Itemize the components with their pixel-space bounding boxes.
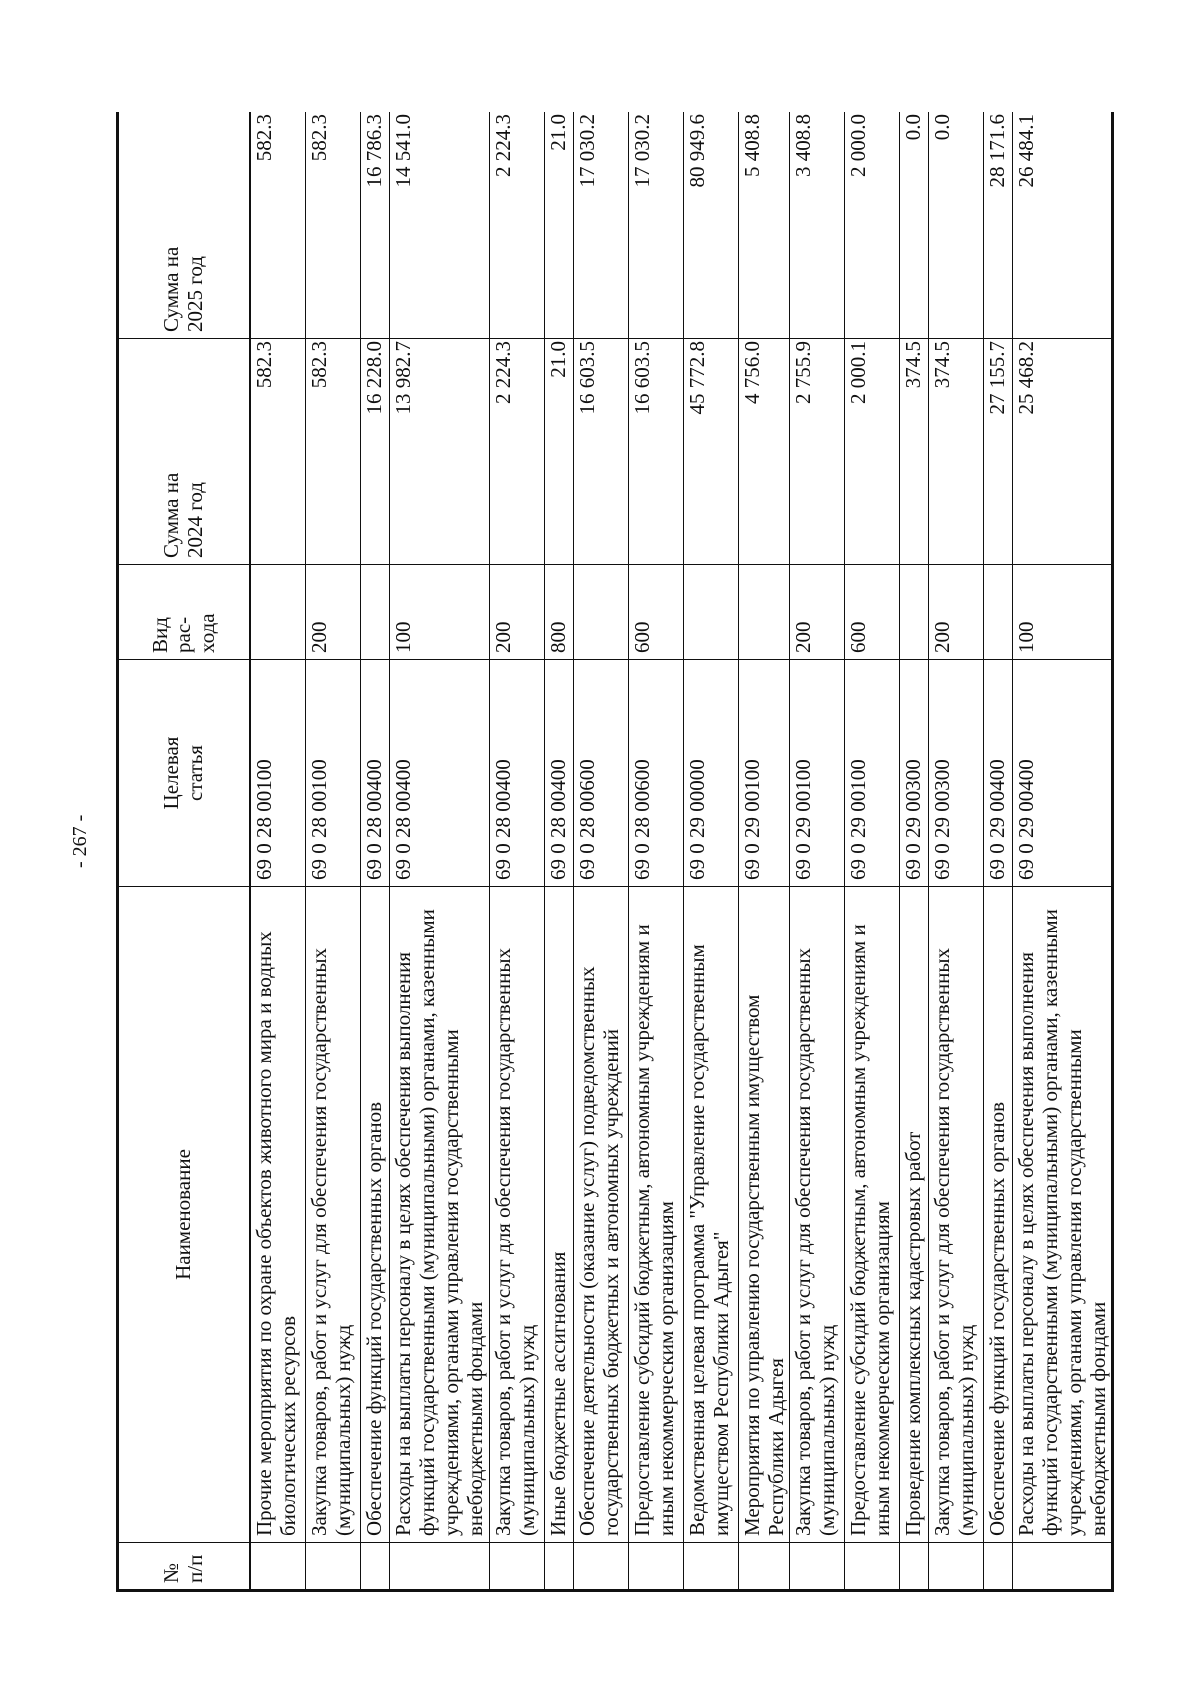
rotated-table-container: [116, 112, 1168, 1592]
row-type-cell: 200: [789, 565, 844, 660]
row-sum2024-cell: 582.3: [306, 339, 361, 565]
table-row: [928, 112, 983, 1591]
row-name-cell: Закупка товаров, работ и услуг для обеспечения государственных (муниципальных) нужд: [789, 887, 844, 1543]
table-row: [899, 112, 928, 1591]
row-sum2024-cell: 374.5: [899, 339, 928, 565]
row-num-cell: [983, 1543, 1012, 1591]
row-sum2025-cell: 14 541.0: [390, 112, 490, 339]
table-row: [361, 112, 390, 1591]
row-type-cell: [573, 565, 628, 660]
table-row: [573, 112, 628, 1591]
row-type-cell: [361, 565, 390, 660]
row-sum2024-cell: 2 755.9: [789, 339, 844, 565]
row-sum2024-cell: 374.5: [928, 339, 983, 565]
row-num-cell: [683, 1543, 738, 1591]
row-type-cell: [738, 565, 789, 660]
row-type-cell: [250, 565, 306, 660]
row-sum2024-cell: 25 468.2: [1012, 339, 1113, 565]
row-sum2025-cell: 17 030.2: [573, 112, 628, 339]
row-sum2024-cell: 45 772.8: [683, 339, 738, 565]
row-name-cell: Прочие мероприятия по охране объектов животного мира и водных биологических ресурсов: [250, 887, 306, 1543]
table-row: [306, 112, 361, 1591]
row-sum2025-cell: 0.0: [899, 112, 928, 339]
row-target-cell: 69 0 28 00100: [250, 660, 306, 887]
row-type-cell: 600: [844, 565, 899, 660]
row-target-cell: 69 0 29 00300: [899, 660, 928, 887]
row-name-cell: Расходы на выплаты персоналу в целях обеспечения выполнения функций государственными (муниципальными) органами, казенными учреждениями, органами управления государственными внебюджетными фондами: [1012, 887, 1113, 1543]
row-type-cell: 100: [390, 565, 490, 660]
header-name: Наименование: [118, 887, 251, 1543]
row-sum2025-cell: 80 949.6: [683, 112, 738, 339]
table-row: [683, 112, 738, 1591]
row-target-cell: 69 0 28 00600: [573, 660, 628, 887]
row-target-cell: 69 0 29 00100: [789, 660, 844, 887]
row-target-cell: 69 0 28 00400: [489, 660, 544, 887]
table-row: [390, 112, 490, 1591]
row-sum2025-cell: 17 030.2: [628, 112, 683, 339]
row-num-cell: [306, 1543, 361, 1591]
row-target-cell: 69 0 29 00400: [983, 660, 1012, 887]
row-sum2024-cell: 582.3: [250, 339, 306, 565]
row-type-cell: [683, 565, 738, 660]
row-num-cell: [361, 1543, 390, 1591]
row-sum2024-cell: 16 603.5: [573, 339, 628, 565]
row-target-cell: 69 0 28 00100: [306, 660, 361, 887]
page-content: [116, 112, 1168, 1592]
row-num-cell: [928, 1543, 983, 1591]
row-name-cell: Ведомственная целевая программа "Управление государственным имуществом Республики Адыгея": [683, 887, 738, 1543]
row-sum2024-cell: 2 000.1: [844, 339, 899, 565]
table-row: [789, 112, 844, 1591]
row-name-cell: Обеспечение деятельности (оказание услуг) подведомственных государственных бюджетных и автономных учреждений: [573, 887, 628, 1543]
row-type-cell: 800: [544, 565, 573, 660]
header-sum2024: Сумма на 2024 год: [118, 339, 251, 565]
row-name-cell: Закупка товаров, работ и услуг для обеспечения государственных (муниципальных) нужд: [306, 887, 361, 1543]
table-row: [1012, 112, 1113, 1591]
row-num-cell: [544, 1543, 573, 1591]
row-name-cell: Расходы на выплаты персоналу в целях обеспечения выполнения функций государственными (муниципальными) органами, казенными учреждениями, органами управления государственными внебюджетными фондами: [390, 887, 490, 1543]
row-type-cell: 600: [628, 565, 683, 660]
row-type-cell: 200: [489, 565, 544, 660]
table-row: [489, 112, 544, 1591]
row-name-cell: Обеспечение функций государственных органов: [983, 887, 1012, 1543]
row-type-cell: 100: [1012, 565, 1113, 660]
row-target-cell: 69 0 28 00400: [390, 660, 490, 887]
row-name-cell: Предоставление субсидий бюджетным, автономным учреждениям и иным некоммерческим организациям: [628, 887, 683, 1543]
row-sum2025-cell: 582.3: [306, 112, 361, 339]
header-num: № п/п: [118, 1543, 251, 1591]
row-sum2025-cell: 3 408.8: [789, 112, 844, 339]
table-row: [250, 112, 306, 1591]
row-type-cell: 200: [306, 565, 361, 660]
table-row: [738, 112, 789, 1591]
row-target-cell: 69 0 28 00400: [361, 660, 390, 887]
row-num-cell: [573, 1543, 628, 1591]
row-name-cell: Закупка товаров, работ и услуг для обеспечения государственных (муниципальных) нужд: [489, 887, 544, 1543]
row-type-cell: 200: [928, 565, 983, 660]
row-target-cell: 69 0 29 00100: [844, 660, 899, 887]
row-num-cell: [628, 1543, 683, 1591]
table-row: [983, 112, 1012, 1591]
row-target-cell: 69 0 29 00100: [738, 660, 789, 887]
table-row: [844, 112, 899, 1591]
row-sum2025-cell: 2 000.0: [844, 112, 899, 339]
row-sum2025-cell: 0.0: [928, 112, 983, 339]
row-type-cell: [983, 565, 1012, 660]
row-target-cell: 69 0 29 00000: [683, 660, 738, 887]
row-num-cell: [1012, 1543, 1113, 1591]
row-name-cell: Обеспечение функций государственных органов: [361, 887, 390, 1543]
row-num-cell: [789, 1543, 844, 1591]
header-target: Целевая статья: [118, 660, 251, 887]
row-sum2024-cell: 27 155.7: [983, 339, 1012, 565]
row-sum2025-cell: 582.3: [250, 112, 306, 339]
budget-table: [116, 112, 1114, 1592]
row-sum2024-cell: 16 228.0: [361, 339, 390, 565]
row-sum2024-cell: 13 982.7: [390, 339, 490, 565]
row-name-cell: Предоставление субсидий бюджетным, автономным учреждениям и иным некоммерческим организациям: [844, 887, 899, 1543]
row-sum2024-cell: 16 603.5: [628, 339, 683, 565]
header-sum2025: Сумма на 2025 год: [118, 112, 251, 339]
row-sum2025-cell: 5 408.8: [738, 112, 789, 339]
table-body: [250, 112, 1113, 1591]
row-sum2025-cell: 2 224.3: [489, 112, 544, 339]
header-type: Вид рас- хода: [118, 565, 251, 660]
row-sum2025-cell: 28 171.6: [983, 112, 1012, 339]
row-name-cell: Проведение комплексных кадастровых работ: [899, 887, 928, 1543]
row-type-cell: [899, 565, 928, 660]
table-row: [628, 112, 683, 1591]
row-name-cell: Иные бюджетные ассигнования: [544, 887, 573, 1543]
row-num-cell: [844, 1543, 899, 1591]
row-sum2025-cell: 26 484.1: [1012, 112, 1113, 339]
row-num-cell: [899, 1543, 928, 1591]
row-target-cell: 69 0 28 00400: [544, 660, 573, 887]
row-target-cell: 69 0 29 00300: [928, 660, 983, 887]
table-header: [118, 112, 251, 1591]
row-sum2024-cell: 4 756.0: [738, 339, 789, 565]
row-name-cell: Закупка товаров, работ и услуг для обеспечения государственных (муниципальных) нужд: [928, 887, 983, 1543]
page-number: - 267 -: [69, 814, 91, 868]
row-sum2024-cell: 21.0: [544, 339, 573, 565]
row-target-cell: 69 0 28 00600: [628, 660, 683, 887]
row-name-cell: Мероприятия по управлению государственным имуществом Республики Адыгея: [738, 887, 789, 1543]
row-num-cell: [738, 1543, 789, 1591]
row-sum2024-cell: 2 224.3: [489, 339, 544, 565]
row-num-cell: [390, 1543, 490, 1591]
table-row: [544, 112, 573, 1591]
row-sum2025-cell: 16 786.3: [361, 112, 390, 339]
row-sum2025-cell: 21.0: [544, 112, 573, 339]
row-target-cell: 69 0 29 00400: [1012, 660, 1113, 887]
row-num-cell: [250, 1543, 306, 1591]
row-num-cell: [489, 1543, 544, 1591]
